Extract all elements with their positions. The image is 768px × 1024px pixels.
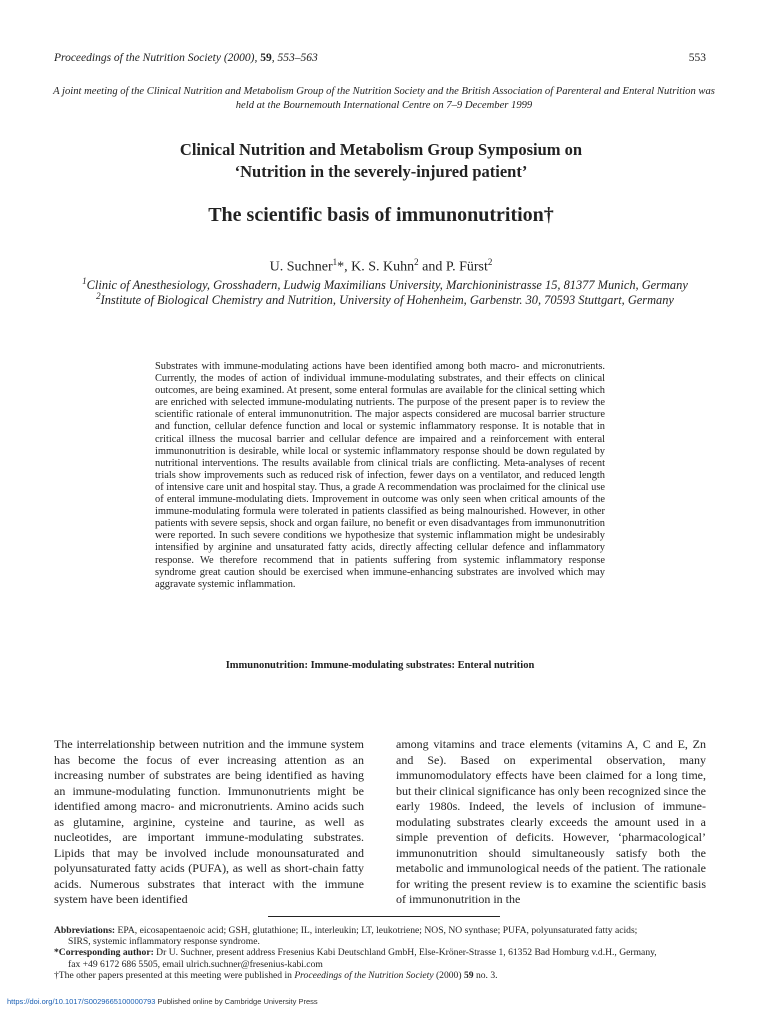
- corresponding-text: Dr U. Suchner, present address Fresenius Kabi Deutschland GmbH, Else-Kröner-Strasse 1, 61352 Bad Homburg v.d.H., Germany,: [153, 947, 657, 959]
- dagger-volume: 59: [463, 969, 474, 981]
- keywords: Immunonutrition: Immune-modulating substrates: Enteral nutrition: [225, 660, 535, 671]
- footnote-corresponding: [54, 947, 706, 969]
- affiliation-1-text: Clinic of Anesthesiology, Grosshadern, Ludwig Maximilians University, Marchioninistrasse 15, 81377 Munich, Germany: [86, 278, 688, 293]
- affiliation-1-num: 1: [82, 276, 87, 286]
- affiliation-2-num: 2: [96, 291, 101, 301]
- journal-year: (2000),: [223, 52, 258, 64]
- corresponding-continued: fax +49 6172 686 5505, email ulrich.suchner@fresenius-kabi.com: [68, 958, 323, 970]
- meeting-note: A joint meeting of the Clinical Nutrition and Metabolism Group of the Nutrition Society and the British Association of Parenteral and Enteral Nutrition was held at the Bournemouth International Centre on 7–9 December 1999: [53, 86, 715, 111]
- affiliation-2-text: Institute of Biological Chemistry and Nutrition, University of Hohenheim, Garbenstr. 30, 70593 Stuttgart, Germany: [100, 293, 674, 308]
- symposium-line-2: ‘Nutrition in the severely-injured patient’: [234, 162, 528, 181]
- author-3-affil: 2: [487, 257, 493, 267]
- doi-published-text: Published online by Cambridge University Press: [155, 997, 318, 1006]
- dagger-journal: Proceedings of the Nutrition Society: [294, 969, 434, 981]
- footnotes: [54, 925, 706, 981]
- affiliation-2: [50, 291, 720, 308]
- running-head: [54, 52, 706, 64]
- symposium-line-1: Clinical Nutrition and Metabolism Group Symposium on: [179, 140, 583, 159]
- footnote-abbreviations: [54, 925, 706, 947]
- author-2: K. S. Kuhn: [351, 259, 415, 275]
- author-2-affil: 2: [414, 257, 419, 267]
- footnote-rule: [268, 916, 500, 917]
- author-3: and P. Fürst: [418, 259, 488, 275]
- author-1: U. Suchner: [269, 259, 333, 275]
- dagger-tail: no. 3.: [473, 969, 498, 981]
- abbreviations-text: EPA, eicosapentaenoic acid; GSH, glutathione; IL, interleukin; LT, leukotriene; NOS, NO synthase; PUFA, polyunsaturated fatty acids;: [115, 925, 638, 936]
- doi-line: [7, 997, 318, 1006]
- body-column-right: among vitamins and trace elements (vitamins A, C and E, Zn and Se). Based on experimental observation, many immunomodulatory effects have been claimed for a long time, but their clinical significance has only been recognized since the early 1980s. Indeed, the levels of inclusion of immune-modulating substrates clearly exceeds the amount used in a simple prevention of deficits. However, ‘pharmacological’ immunonutrition should simultaneously satisfy both the metabolic and immunological needs of the patient. The rationale for writing the present review is to examine the scientific basis of immunonutrition in the: [396, 737, 706, 906]
- symposium-title: [60, 139, 702, 183]
- abbreviations-continued: SIRS, systemic inflammatory response syndrome.: [68, 936, 260, 948]
- journal-pages: , 553–563: [271, 52, 318, 64]
- doi-link[interactable]: https://doi.org/10.1017/S0029665100000793: [7, 997, 156, 1006]
- abbreviations-label: Abbreviations:: [54, 925, 116, 936]
- dagger-year: (2000): [433, 969, 464, 981]
- corresponding-label: *Corresponding author:: [54, 947, 154, 959]
- abstract: Substrates with immune-modulating actions have been identified among both macro- and micronutrients. Currently, the modes of action of individual immune-modulating substrates, and their effects on clinical outcomes, are being examined. At present, some enteral formulas are available for the clinical setting which are enriched with selected immune-modulating nutrients. The purpose of the present paper is to review the scientific rationale of enteral immunonutrition. The major aspects considered are mucosal barrier structure and function, cellular defence function and local or systemic inflammatory response. It is notable that in critical illness the mucosal barrier and cellular defence are impaired and a reinforcement with enteral immunonutrition is desirable, while local or systemic inflammatory response should be down regulated by nutritional interventions. The results available from clinical trials are conflicting. Meta-analyses of recent trials show improvements such as reduced risk of infection, fewer days on a ventilator, and reduced length of intensive care unit and hospital stay. Thus, a grade A recommendation was proclaimed for the clinical use of enteral immune-modulating diets. Improvement in outcome was only seen when critical amounts of the immune-modulating formula were tolerated in patients classified as being malnourished. However, in other patients with severe sepsis, shock and organ failure, no benefit or even disadvantages from immunonutrition were reported. In such severe conditions we hypothesize that systemic inflammation might be undesirably intensified by arginine and unsaturated fatty acids, directly affecting cellular defence and inflammatory response. We therefore recommend that in patients suffering from systemic inflammatory response syndrome great caution should be exercised when immune-enhancing substrates are involved which may aggravate systemic inflammation.: [155, 361, 605, 590]
- author-1-affil: 1: [332, 257, 338, 267]
- journal-name: Proceedings of the Nutrition Society: [54, 52, 221, 64]
- journal-volume: 59: [260, 52, 272, 64]
- paper-title: The scientific basis of immunonutrition†: [208, 204, 554, 226]
- dagger-text: †The other papers presented at this meeting were published in: [54, 969, 295, 981]
- page-number: 553: [688, 52, 706, 64]
- author-list: [60, 257, 702, 276]
- body-column-left: The interrelationship between nutrition and the immune system has become the focus of ever increasing attention as an increasing number of substrates are being identified as having an immune-modulating function. Immunonutrients might be identified among macro- and micronutrients. Amino acids such as glutamine, arginine, cysteine and taurine, as well as nucleotides, are important immune-modulating substrates. Lipids that may be involved include monounsaturated and polyunsaturated fatty acids (PUFA), as well as short-chain fatty acids. Numerous substrates that interact with the immune system have been identified: [54, 737, 364, 906]
- footnote-dagger: [54, 970, 706, 981]
- author-1-mark: *,: [337, 259, 352, 275]
